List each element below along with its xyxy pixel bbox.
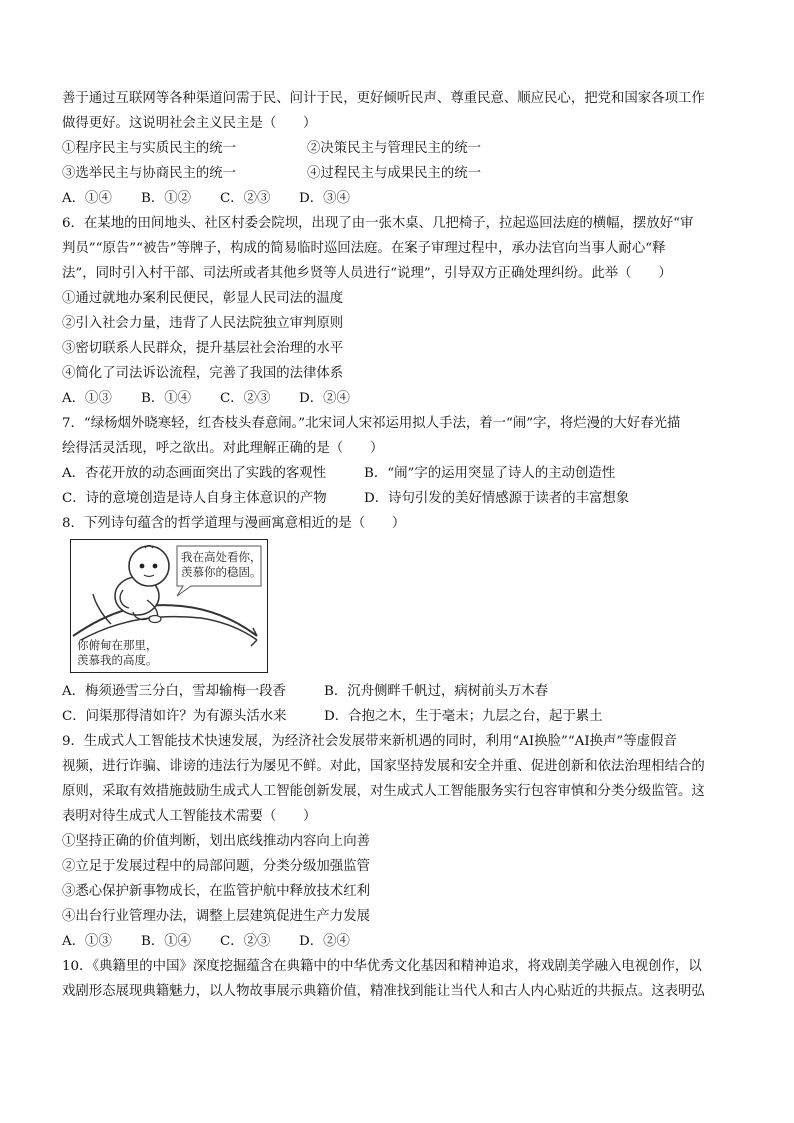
q5-option-1: ①程序民主与实质民主的统一 bbox=[62, 141, 237, 156]
q7-choice-b: B．“闹”字的运用突显了诗人的主动创造性 bbox=[364, 466, 616, 481]
q6-stem-line-3: 法”，同时引入村干部、司法所或者其他乡贤等人员进行“说理”，引导双方正确处理纠纷。此举（ ） bbox=[62, 266, 672, 281]
q9-choice-d: D．②④ bbox=[299, 934, 350, 949]
q9-choice-b: B．①④ bbox=[141, 934, 192, 949]
q9-stem-line-4: 表明对待生成式人工智能技术需要（ ） bbox=[62, 809, 317, 824]
cartoon-caption-top-line-2: 羡慕你的稳固。 bbox=[181, 565, 262, 579]
question-9 bbox=[62, 729, 742, 954]
q9-choice-c: C．②③ bbox=[220, 934, 271, 949]
q8-choice-d: D．合抱之木，生于毫末；九层之台，起于累土 bbox=[324, 709, 603, 724]
q8-choice-a: A．梅须逊雪三分白，雪却输梅一段香 bbox=[62, 684, 286, 699]
q5-choice-d: D．③④ bbox=[299, 191, 350, 206]
q5-option-4: ④过程民主与成果民主的统一 bbox=[307, 166, 482, 181]
exam-page bbox=[62, 86, 742, 1004]
cartoon-caption-bottom bbox=[77, 638, 158, 668]
q5-option-2: ②决策民主与管理民主的统一 bbox=[307, 141, 482, 156]
q7-choices-row-1 bbox=[62, 461, 742, 486]
q10-stem-line-2: 戏剧形态展现典籍魅力，以人物故事展示典籍价值，精准找到能让当代人和古人内心贴近的共振点。这表明弘 bbox=[62, 984, 705, 999]
q5-choice-c: C．②③ bbox=[220, 191, 271, 206]
q5-options-row-2 bbox=[62, 161, 742, 186]
q8-choices-row-1 bbox=[62, 679, 742, 704]
q7-choices-row-2 bbox=[62, 486, 742, 511]
q6-choice-d: D．②④ bbox=[299, 391, 350, 406]
q6-choice-a: A．①③ bbox=[62, 391, 112, 406]
q6-option-1: ①通过就地办案利民便民，彰显人民司法的温度 bbox=[62, 291, 344, 306]
cartoon-caption-top-line-1: 我在高处看你， bbox=[181, 550, 262, 564]
q5-choices bbox=[62, 186, 742, 211]
q7-choice-d: D．诗句引发的美好情感源于读者的丰富想象 bbox=[364, 491, 630, 506]
question-8 bbox=[62, 511, 742, 729]
q5-choice-b: B．①② bbox=[141, 191, 192, 206]
q5-option-3: ③选举民主与协商民主的统一 bbox=[62, 166, 237, 181]
q5-options-row-1 bbox=[62, 136, 742, 161]
q8-stem: 8．下列诗句蕴含的哲学道理与漫画寓意相近的是（ ） bbox=[62, 516, 406, 531]
cartoon-caption-top bbox=[181, 550, 262, 580]
q6-stem-line-2: 判员”“原告”“被告”等牌子，构成的简易临时巡回法庭。在案子审理过程中，承办法官向当事人耐心“释 bbox=[62, 241, 666, 256]
cartoon-image bbox=[70, 539, 268, 673]
q9-option-4: ④出台行业管理办法，调整上层建筑促进生产力发展 bbox=[62, 909, 370, 924]
question-7 bbox=[62, 411, 742, 511]
q10-stem-line-1: 10．《典籍里的中国》深度挖掘蕴含在典籍中的中华优秀文化基因和精神追求，将戏剧美学融入电视创作，以 bbox=[62, 959, 702, 974]
q9-stem-line-1: 9．生成式人工智能技术快速发展，为经济社会发展带来新机遇的同时，利用“AI换脸”“AI换声”等虚假音 bbox=[62, 734, 677, 749]
q8-choices-row-2 bbox=[62, 704, 742, 729]
cartoon-caption-bottom-line-1: 你俯甸在那里， bbox=[77, 638, 158, 652]
q5-stem-line-2: 做得更好。这说明社会主义民主是（ ） bbox=[62, 116, 317, 131]
q6-option-2: ②引入社会力量，违背了人民法院独立审判原则 bbox=[62, 316, 344, 331]
q9-stem-line-2: 视频，进行诈骗、诽谤的违法行为屡见不鲜。对此，国家坚持发展和安全并重、促进创新和依法治理相结合的 bbox=[62, 759, 705, 774]
q9-option-3: ③悉心保护新事物成长，在监管护航中释放技术红利 bbox=[62, 884, 370, 899]
question-10 bbox=[62, 954, 742, 1004]
q5-stem-line-1: 善于通过互联网等各种渠道问需于民、问计于民，更好倾听民声、尊重民意、顺应民心，把党和国家各项工作 bbox=[62, 91, 705, 106]
q9-choices bbox=[62, 929, 742, 954]
q9-option-2: ②立足于发展过程中的局部问题，分类分级加强监管 bbox=[62, 859, 370, 874]
q6-choices bbox=[62, 386, 742, 411]
q6-choice-b: B．①④ bbox=[141, 391, 192, 406]
q8-choice-b: B．沉舟侧畔千帆过，病树前头万木春 bbox=[324, 684, 549, 699]
q9-stem-line-3: 原则，采取有效措施鼓励生成式人工智能创新发展，对生成式人工智能服务实行包容审慎和分类分级监管。这 bbox=[62, 784, 705, 799]
q7-choice-c: C．诗的意境创造是诗人自身主体意识的产物 bbox=[62, 491, 327, 506]
q7-choice-a: A．杏花开放的动态画面突出了实践的客观性 bbox=[62, 466, 327, 481]
q8-choice-c: C．问渠那得清如许？为有源头活水来 bbox=[62, 709, 287, 724]
question-6 bbox=[62, 211, 742, 411]
cartoon-caption-bottom-line-2: 羡慕我的高度。 bbox=[77, 653, 158, 667]
q7-stem-line-1: 7．“绿杨烟外晓寒轻，红杏枝头春意闹。”北宋词人宋祁运用拟人手法，着一“闹”字，将烂漫的大好春光描 bbox=[62, 416, 681, 431]
q9-option-1: ①坚持正确的价值判断，划出底线推动内容向上向善 bbox=[62, 834, 370, 849]
question-5 bbox=[62, 86, 742, 211]
q6-option-4: ④简化了司法诉讼流程，完善了我国的法律体系 bbox=[62, 366, 344, 381]
q6-stem-line-1: 6．在某地的田间地头、社区村委会院坝，出现了由一张木桌、几把椅子，拉起巡回法庭的横幅，摆放好“审 bbox=[62, 216, 694, 231]
q6-choice-c: C．②③ bbox=[220, 391, 271, 406]
q6-option-3: ③密切联系人民群众，提升基层社会治理的水平 bbox=[62, 341, 344, 356]
q9-choice-a: A．①③ bbox=[62, 934, 112, 949]
q5-choice-a: A．①④ bbox=[62, 191, 112, 206]
q7-stem-line-2: 绘得活灵活现，呼之欲出。对此理解正确的是（ ） bbox=[62, 441, 384, 456]
